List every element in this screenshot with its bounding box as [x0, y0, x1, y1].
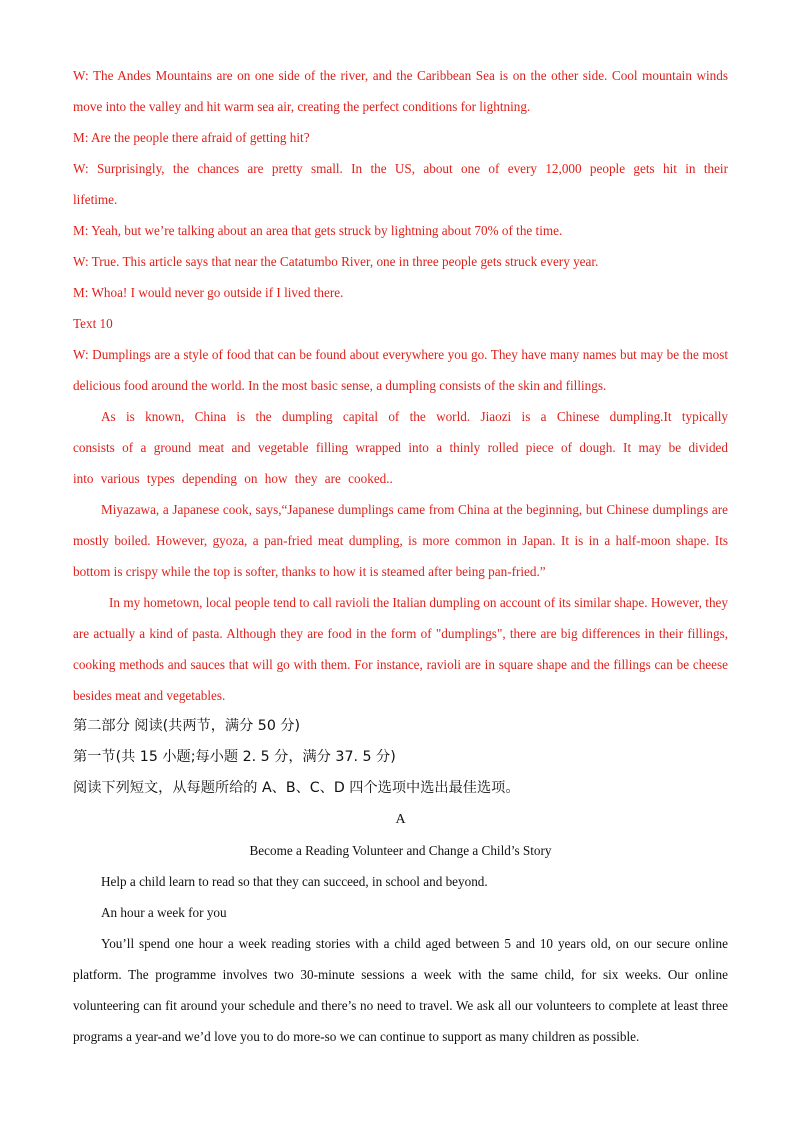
- dialogue-line-6: M: Whoa! I would never go outside if I lived there.: [73, 285, 344, 300]
- text-10-paragraph-1: W: Dumplings are a style of food that can be found about everywhere you go. They have many names but may be the most delicious food around the world. In the most basic sense, a dumpling consists of the skin and fillings.: [73, 347, 728, 393]
- part-2-heading: 第二部分 阅读(共两节，满分 50 分): [73, 718, 301, 734]
- passage-subheading: An hour a week for you: [101, 905, 227, 920]
- dialogue-line-5: W: True. This article says that near the Catatumbo River, one in three people gets struck every year.: [73, 254, 599, 269]
- text-10-paragraph-2: As is known, China is the dumpling capital of the world. Jiaozi is a Chinese dumpling.It typically consists of a ground meat and vegetable filling wrapped into a thinly rolled piece of dough. It may be divided into various types depending on how they are cooked..: [73, 409, 728, 486]
- passage-paragraph-2: You’ll spend one hour a week reading stories with a child aged between 5 and 10 years old, on our secure online platform. The programme involves two 30-minute sessions a week with the same child, for six weeks. Our online volunteering can fit around your schedule and there’s no need to travel. We ask all our volunteers to complete at least three programs a year-and we’d love you to do more-so we can continue to support as many children as possible.: [73, 936, 728, 1044]
- instruction-text: 阅读下列短文，从每题所给的 A、B、C、D 四个选项中选出最佳选项。: [73, 780, 520, 796]
- section-1-heading: 第一节(共 15 小题;每小题 2. 5 分，满分 37. 5 分): [73, 749, 396, 765]
- dialogue-line-1: W: The Andes Mountains are on one side of the river, and the Caribbean Sea is on the other side. Cool mountain winds move into the valley and hit warm sea air, creating the perfect conditions for lightning.: [73, 68, 728, 114]
- passage-letter: A: [395, 812, 406, 827]
- dialogue-line-2: M: Are the people there afraid of getting hit?: [73, 130, 310, 145]
- passage-title: Become a Reading Volunteer and Change a Child’s Story: [249, 843, 552, 858]
- dialogue-line-4: M: Yeah, but we’re talking about an area that gets struck by lightning about 70% of the time.: [73, 223, 563, 238]
- dialogue-line-3: W: Surprisingly, the chances are pretty small. In the US, about one of every 12,000 people gets hit in their lifetime.: [73, 161, 728, 207]
- text-10-label: Text 10: [73, 316, 113, 331]
- document-page: [73, 60, 728, 1052]
- passage-paragraph-1: Help a child learn to read so that they can succeed, in school and beyond.: [101, 874, 488, 889]
- text-10-paragraph-3: Miyazawa, a Japanese cook, says,“Japanese dumplings came from China at the beginning, but Chinese dumplings are mostly boiled. However, gyoza, a pan-fried meat dumpling, is more common in Japan. It is in a half-moon shape. Its bottom is crispy while the top is softer, thanks to how it is steamed after being pan-fried.”: [73, 502, 728, 579]
- text-10-paragraph-4: In my hometown, local people tend to call ravioli the Italian dumpling on account of its similar shape. However, they are actually a kind of pasta. Although they are food in the form of "dumplings", there are big differences in their fillings, cooking methods and sauces that will go with them. For instance, ravioli are in square shape and the fillings can be cheese besides meat and vegetables.: [73, 595, 728, 703]
